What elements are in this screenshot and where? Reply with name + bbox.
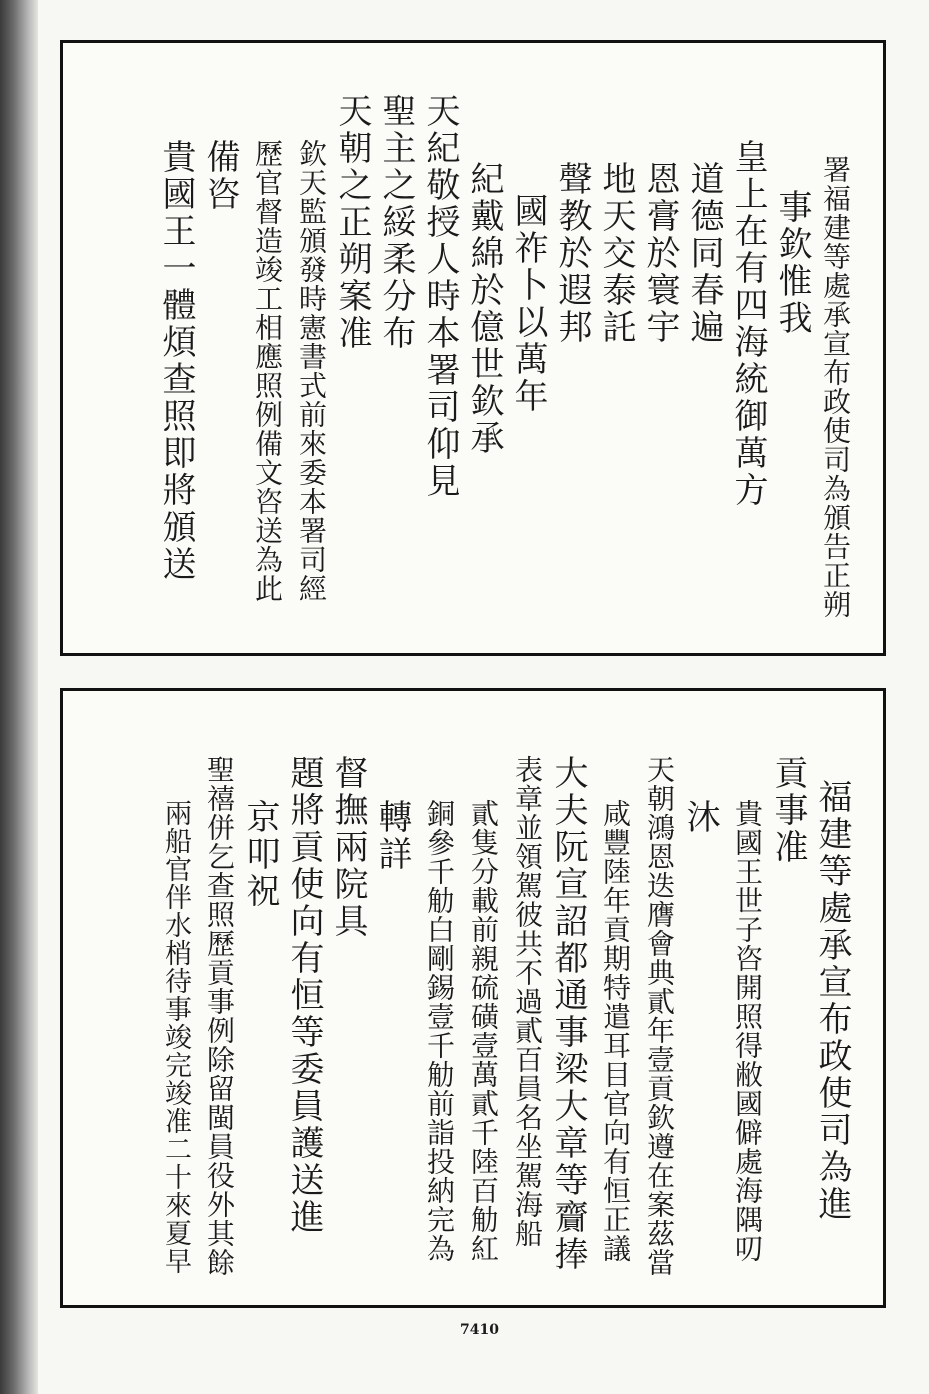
text-column: 轉詳	[372, 799, 412, 873]
text-column: 表章並領駕彼共不過貳百員名坐駕海船	[511, 755, 544, 1248]
text-column: 聖禧併乞查照歷貢事例除留閩員役外其餘	[203, 755, 236, 1277]
text-column: 事欽惟我	[772, 189, 812, 337]
text-column: 天紀敬授人時本署司仰見	[420, 93, 460, 500]
text-column: 咸豐陸年貢期特遣耳目官向有恒正議	[599, 799, 632, 1263]
text-column: 恩膏於寰宇	[640, 161, 680, 346]
text-column: 天朝之正朔案准	[332, 93, 372, 352]
text-column: 貳隻分載前親硫磺壹萬貳千陸百觔紅	[467, 799, 500, 1263]
document-panel-top	[60, 40, 886, 656]
text-column: 貴國王世子咨開照得敝國僻處海隅叨	[731, 799, 764, 1263]
text-column: 署福建等處承宣布政使司為頒告正朔	[819, 155, 852, 619]
text-column: 督撫兩院具	[328, 755, 368, 940]
text-column: 京叩祝	[240, 799, 280, 910]
text-column: 歷官督造竣工相應照例備文咨送為此	[251, 139, 284, 603]
text-column: 欽天監頒發時憲書式前來委本署司經	[295, 139, 328, 603]
text-column: 地天交泰託	[596, 161, 636, 346]
text-column: 天朝鴻恩迭膺會典貳年壹貢欽遵在案茲當	[643, 755, 676, 1277]
text-column: 銅參千觔白剛錫壹千觔前詣投納完為	[423, 799, 456, 1263]
book-spine-shadow	[0, 0, 38, 1394]
text-column: 備咨	[200, 139, 240, 213]
document-panel-bottom	[60, 688, 886, 1308]
page-number: 7410	[460, 1322, 499, 1338]
text-column: 貴國王一體煩查照即將頒送	[156, 139, 196, 583]
text-column: 皇上在有四海統御萬方	[728, 139, 768, 509]
text-column: 聲教於遐邦	[552, 161, 592, 346]
text-column: 國祚卜以萬年	[508, 193, 548, 415]
text-column: 道德同春遍	[684, 161, 724, 346]
text-column: 聖主之綏柔分布	[376, 93, 416, 352]
text-column: 沐	[680, 799, 720, 836]
text-column: 貢事准	[768, 755, 808, 866]
text-column: 大夫阮宣詔都通事梁大章等齎捧	[548, 755, 588, 1273]
text-column: 題將貢使向有恒等委員護送進	[284, 755, 324, 1236]
text-column: 紀戴綿於億世欽承	[464, 161, 504, 457]
text-column: 福建等處承宣布政使司為進	[812, 779, 852, 1223]
text-column: 兩船官伴水梢待事竣完竣准二十來夏早	[160, 799, 191, 1275]
